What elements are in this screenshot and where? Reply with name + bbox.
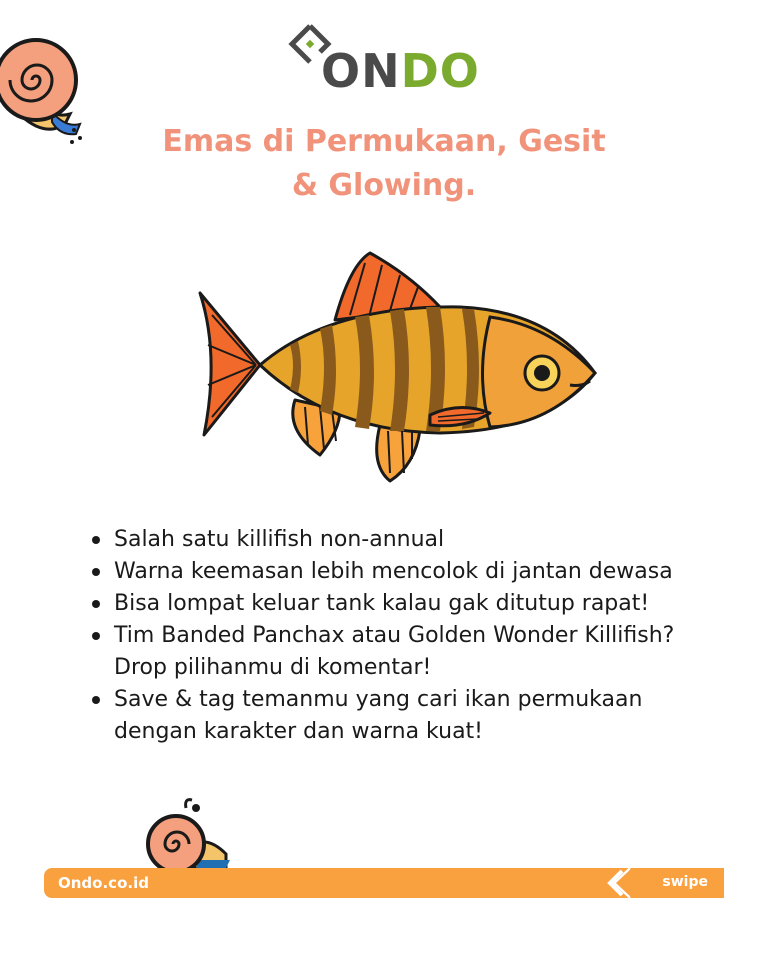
- list-item: Tim Banded Panchax atau Golden Wonder Killifish? Drop pilihanmu di komentar!: [88, 620, 728, 684]
- list-item: Warna keemasan lebih mencolok di jantan dewasa: [88, 556, 728, 588]
- headline-line-2: & Glowing.: [291, 168, 477, 203]
- brand-logo: [288, 22, 488, 102]
- headline: [100, 120, 668, 208]
- headline-line-1: Emas di Permukaan, Gesit: [162, 124, 606, 159]
- site-link[interactable]: Ondo.co.id: [58, 874, 149, 892]
- list-item: Bisa lompat keluar tank kalau gak ditutup rapat!: [88, 588, 728, 620]
- fact-list: [88, 524, 728, 748]
- snail-icon: [140, 798, 236, 870]
- footer-bar: [44, 868, 724, 898]
- list-item: Save & tag temanmu yang cari ikan permukaan dengan karakter dan warna kuat!: [88, 684, 728, 748]
- list-item: Salah satu killifish non-annual: [88, 524, 728, 556]
- logo-wordmark: [321, 44, 480, 98]
- fish-illustration: [190, 245, 610, 490]
- logo-text-green: DO: [400, 44, 480, 98]
- snail-icon: [0, 18, 96, 148]
- swipe-button[interactable]: swipe: [662, 874, 708, 890]
- logo-text-dark: ON: [321, 44, 401, 98]
